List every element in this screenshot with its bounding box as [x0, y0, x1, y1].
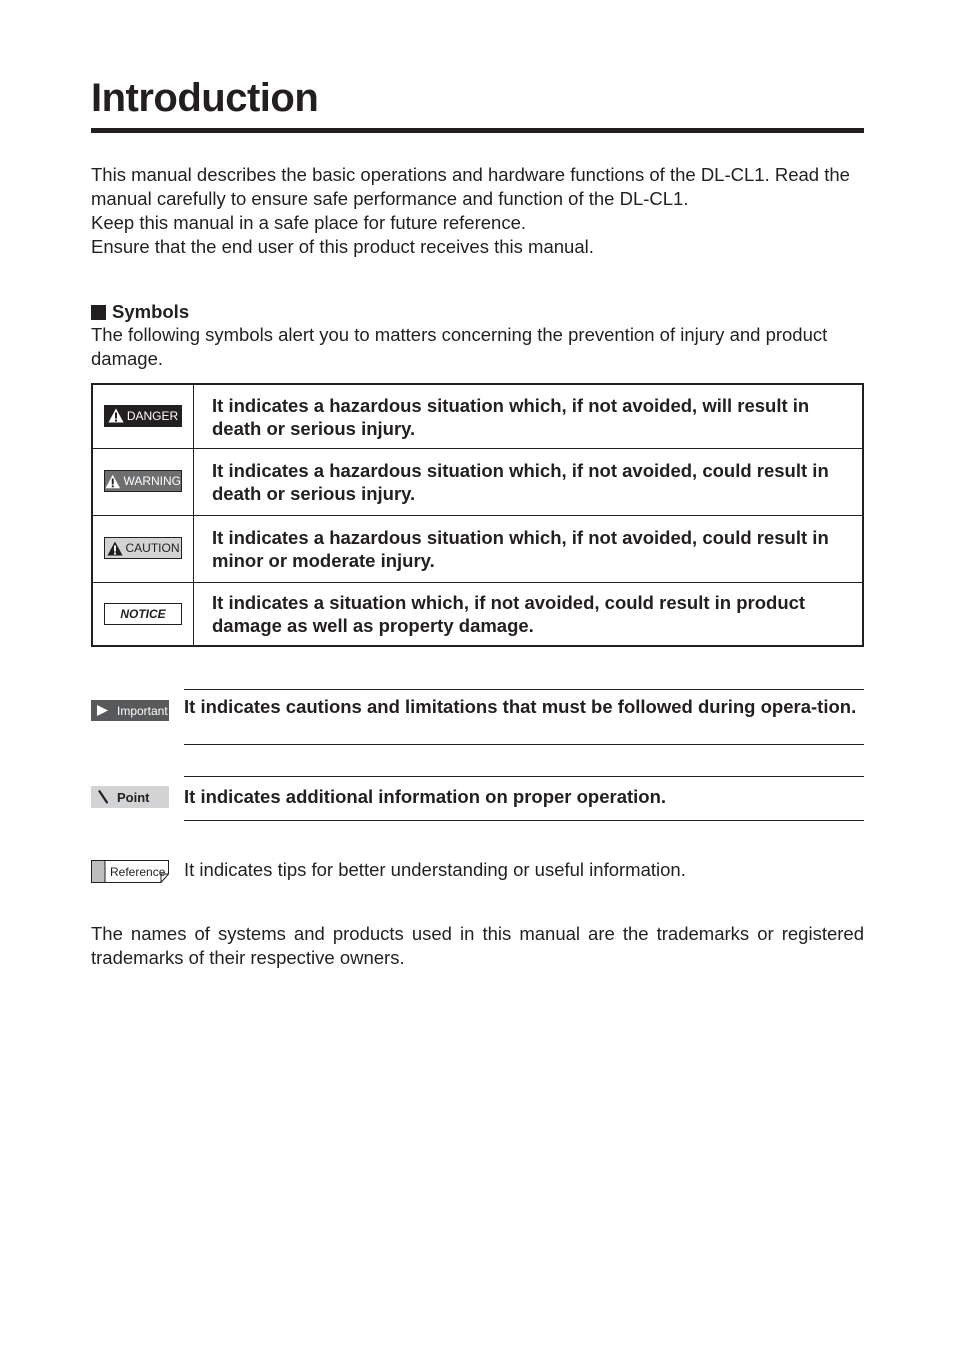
table-row: [92, 516, 863, 583]
reference-label: Reference: [110, 864, 166, 879]
intro-paragraph: This manual describes the basic operations and hardware functions of the DL-CL1. Read the manual carefully to ensure safe performance and function of the DL-CL1.: [91, 164, 850, 209]
point-text: It indicates additional information on proper operation.: [184, 776, 864, 821]
important-badge: [91, 700, 169, 721]
reference-text: It indicates tips for better understanding or useful information.: [184, 859, 686, 880]
pencil-icon: [97, 790, 109, 804]
table-row: [92, 583, 863, 647]
trademark-notice: The names of systems and products used in this manual are the trademarks or registered trademarks of their respective owners.: [91, 923, 864, 968]
danger-label: DANGER: [126, 408, 179, 423]
warning-triangle-icon: [108, 408, 124, 423]
notice-label: NOTICE: [120, 607, 166, 621]
title-rule: [91, 128, 864, 133]
play-arrow-icon: [97, 705, 108, 716]
symbol-description: It indicates a hazardous situation which, if not avoided, will result in death or serious injury.: [194, 384, 864, 449]
danger-badge: [104, 405, 182, 427]
table-row: [92, 384, 863, 449]
symbol-description: It indicates a hazardous situation which, if not avoided, could result in minor or moderate injury.: [194, 516, 864, 583]
reference-badge: [91, 860, 169, 883]
black-square-icon: [91, 305, 106, 320]
warning-label: WARNING: [123, 474, 181, 489]
warning-triangle-icon: [107, 541, 123, 556]
table-row: [92, 449, 863, 516]
warning-triangle-icon: [105, 474, 120, 489]
symbol-cell: [92, 583, 194, 647]
page-title: Introduction: [91, 76, 319, 120]
intro-paragraph: Keep this manual in a safe place for future reference.: [91, 212, 527, 233]
symbol-cell: [92, 516, 194, 583]
symbol-cell: [92, 449, 194, 516]
symbol-description: It indicates a situation which, if not avoided, could result in product damage as well as property damage.: [194, 583, 864, 647]
symbol-description: It indicates a hazardous situation which, if not avoided, could result in death or serious injury.: [194, 449, 864, 516]
point-badge: [91, 786, 169, 808]
important-text: It indicates cautions and limitations that must be followed during opera-tion.: [184, 689, 864, 745]
warning-badge: [104, 470, 182, 492]
symbol-cell: [92, 384, 194, 449]
symbols-heading: [91, 300, 189, 324]
intro-text: [91, 163, 864, 259]
notice-badge: [104, 603, 182, 625]
intro-paragraph: Ensure that the end user of this product receives this manual.: [91, 236, 594, 257]
important-label: Important: [117, 703, 168, 718]
caution-label: CAUTION: [125, 541, 180, 556]
point-label: Point: [117, 789, 150, 805]
symbols-table: [91, 383, 864, 647]
symbols-description: The following symbols alert you to matters concerning the prevention of injury and product damage.: [91, 324, 828, 369]
symbols-heading-label: Symbols: [112, 301, 190, 322]
caution-badge: [104, 537, 182, 559]
